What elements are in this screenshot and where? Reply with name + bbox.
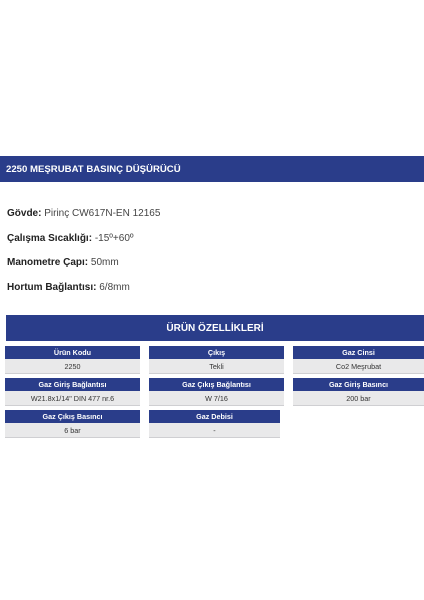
product-title: 2250 MEŞRUBAT BASINÇ DÜŞÜRÜCÜ [0,156,424,182]
properties-row [5,410,424,440]
property-value: W 7/16 [149,391,284,406]
spec-hose-connection [7,281,417,306]
section-title: ÜRÜN ÖZELLİKLERİ [6,315,424,341]
property-cell [5,378,140,408]
spec-value: 50mm [88,257,119,268]
spec-label: Manometre Çapı: [7,257,89,268]
properties-row [5,346,424,376]
property-head: Ürün Kodu [5,346,140,359]
spec-value: 6/8mm [96,281,130,293]
property-head: Gaz Giriş Basıncı [293,378,424,391]
property-value: 2250 [5,359,140,374]
spec-value: -15º+60º [92,232,134,244]
property-cell [149,410,280,440]
properties-grid [5,346,424,442]
property-head: Gaz Cinsi [293,346,424,359]
spec-label: Hortum Bağlantısı: [7,281,97,293]
spec-label: Çalışma Sıcaklığı: [7,232,93,244]
spec-body [7,207,417,232]
property-head: Gaz Debisi [149,410,280,423]
property-cell [293,346,424,376]
property-head: Çıkış [149,346,284,359]
property-head: Gaz Çıkış Bağlantısı [149,378,284,391]
spec-label: Gövde: [7,208,42,219]
property-value: 200 bar [293,391,424,406]
spec-temperature [7,232,417,257]
property-value: 6 bar [5,423,140,438]
property-value: W21.8x1/14" DIN 477 nr.6 [5,391,140,406]
property-cell [149,346,284,376]
property-cell [5,346,140,376]
property-value: - [149,423,280,438]
property-cell [149,378,284,408]
property-head: Gaz Giriş Bağlantısı [5,378,140,391]
property-cell [5,410,140,440]
spec-list [7,207,417,305]
spec-value: Pirinç CW617N-EN 12165 [41,208,161,219]
property-head: Gaz Çıkış Basıncı [5,410,140,423]
spec-gauge-diameter [7,256,417,281]
property-value: Tekli [149,359,284,374]
property-cell [293,378,424,408]
properties-row [5,378,424,408]
property-value: Co2 Meşrubat [293,359,424,374]
